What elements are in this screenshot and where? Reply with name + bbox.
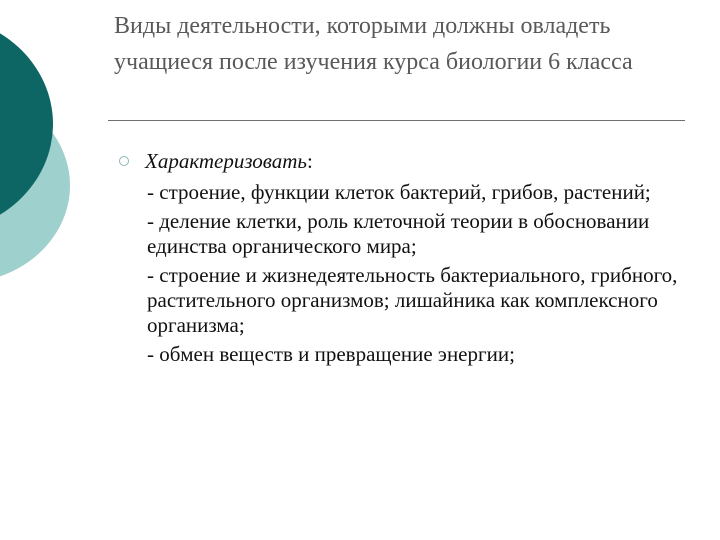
list-item: - обмен веществ и превращение энергии;: [147, 342, 515, 366]
heading-verb: Характеризовать: [145, 149, 307, 173]
list-item: - деление клетки, роль клеточной теории в обосновании единства органического мира;: [147, 209, 650, 258]
slide-body: [145, 146, 705, 367]
circle-bullet-icon: [119, 156, 129, 166]
heading-colon: :: [306, 149, 313, 173]
body-heading: [145, 146, 705, 176]
list-item: - строение и жизнедеятельность бактериального, грибного, растительного организмов; лишайника как комплексного организма;: [147, 263, 678, 337]
title-divider: [108, 120, 685, 121]
list-item: - строение, функции клеток бактерий, грибов, растений;: [147, 180, 651, 204]
slide-title: Виды деятельности, которыми должны овладеть учащиеся после изучения курса биологии 6 класса: [114, 13, 633, 75]
